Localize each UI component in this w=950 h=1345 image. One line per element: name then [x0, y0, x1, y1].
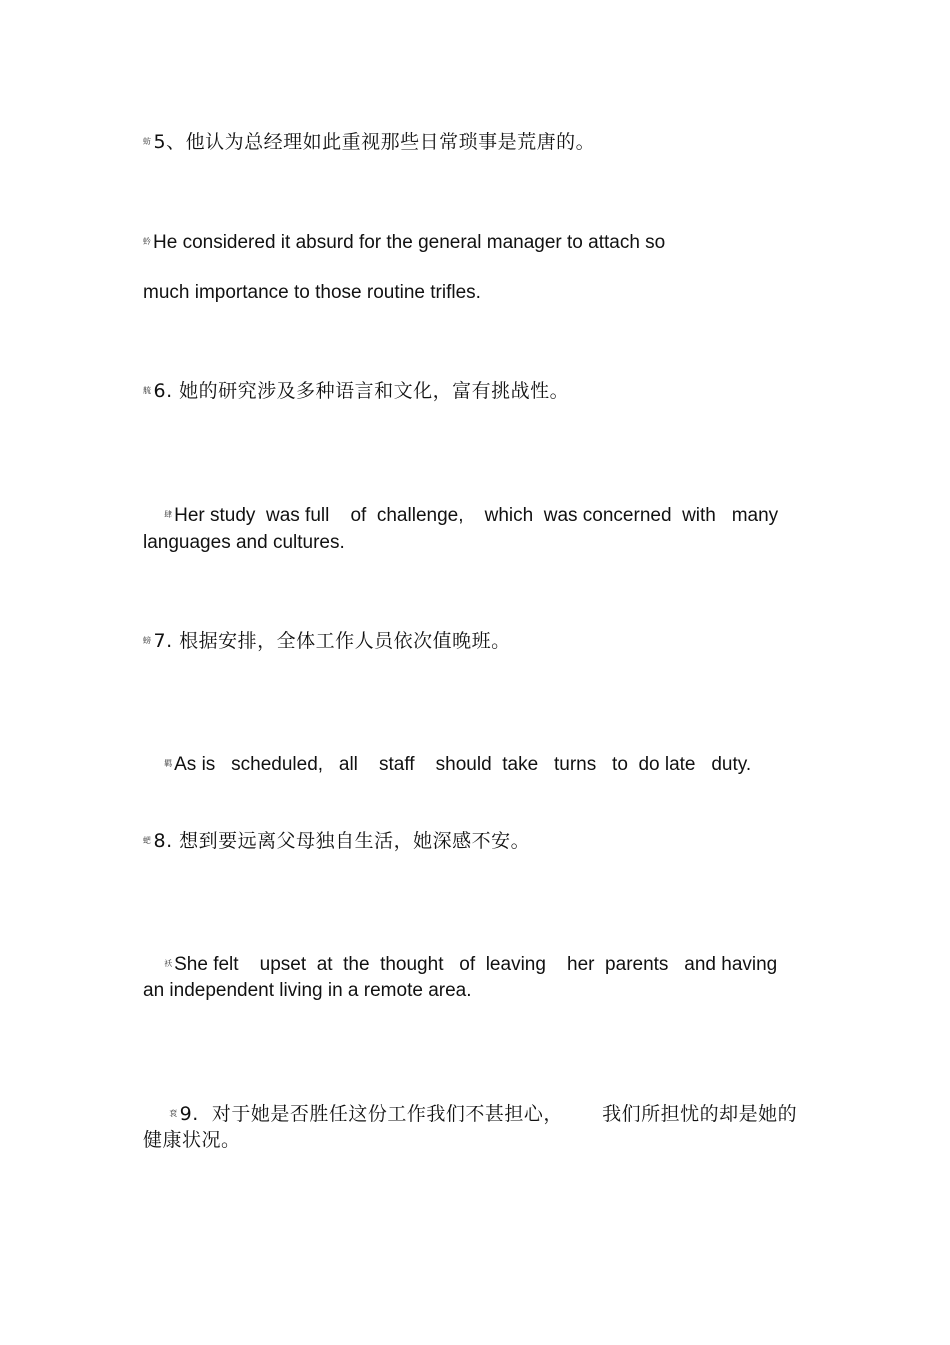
chinese-sentence-text: 8. 想到要远离父母独自生活，她深感不安。 — [153, 830, 531, 852]
chinese-sentence-text: 健康状况。 — [143, 1129, 241, 1151]
chinese-sentence-5 — [143, 130, 595, 154]
margin-mark: 羁 — [164, 758, 173, 768]
english-translation-text: As is scheduled, all staff should take turns to do late duty. — [174, 754, 752, 775]
margin-mark: 袞 — [169, 1108, 178, 1118]
chinese-sentence-7 — [143, 629, 511, 653]
margin-mark: 蚆 — [143, 835, 152, 845]
margin-mark: 螃 — [143, 635, 152, 645]
english-translation-text: He considered it absurd for the general manager to attach so — [153, 232, 666, 253]
english-translation-7-line-1 — [143, 729, 751, 801]
english-translation-text: languages and cultures. — [143, 532, 345, 553]
english-translation-6-line-2 — [143, 531, 345, 555]
english-translation-text: She felt upset at the thought of leaving her parents and having — [174, 954, 778, 975]
chinese-sentence-8 — [143, 829, 530, 853]
english-translation-text: much importance to those routine trifles. — [143, 282, 481, 303]
english-translation-text: Her study was full of challenge, which was concerned with many — [174, 505, 779, 526]
english-translation-5-line-2 — [143, 281, 481, 305]
english-translation-text: an independent living in a remote area. — [143, 980, 472, 1001]
english-translation-5-line-1 — [143, 231, 665, 255]
margin-mark: 蚄 — [143, 136, 152, 146]
chinese-sentence-text: 5、他认为总经理如此重视那些日常琐事是荒唐的。 — [153, 131, 596, 153]
chinese-sentence-9-line-1 — [143, 1078, 797, 1150]
chinese-sentence-text: 7. 根据安排，全体工作人员依次值晚班。 — [153, 630, 511, 652]
margin-mark: 肆 — [164, 509, 173, 519]
chinese-sentence-text: 9. 对于她是否胜任这份工作我们不甚担心， 我们所担忧的却是她的 — [179, 1103, 798, 1125]
margin-mark: 蚙 — [143, 236, 151, 246]
margin-mark: 袄 — [164, 958, 173, 968]
chinese-sentence-9-line-2 — [143, 1128, 241, 1152]
english-translation-8-line-2 — [143, 979, 472, 1003]
chinese-sentence-6 — [143, 379, 569, 403]
chinese-sentence-text: 6. 她的研究涉及多种语言和文化，富有挑战性。 — [153, 380, 570, 402]
margin-mark: 艈 — [143, 385, 152, 395]
